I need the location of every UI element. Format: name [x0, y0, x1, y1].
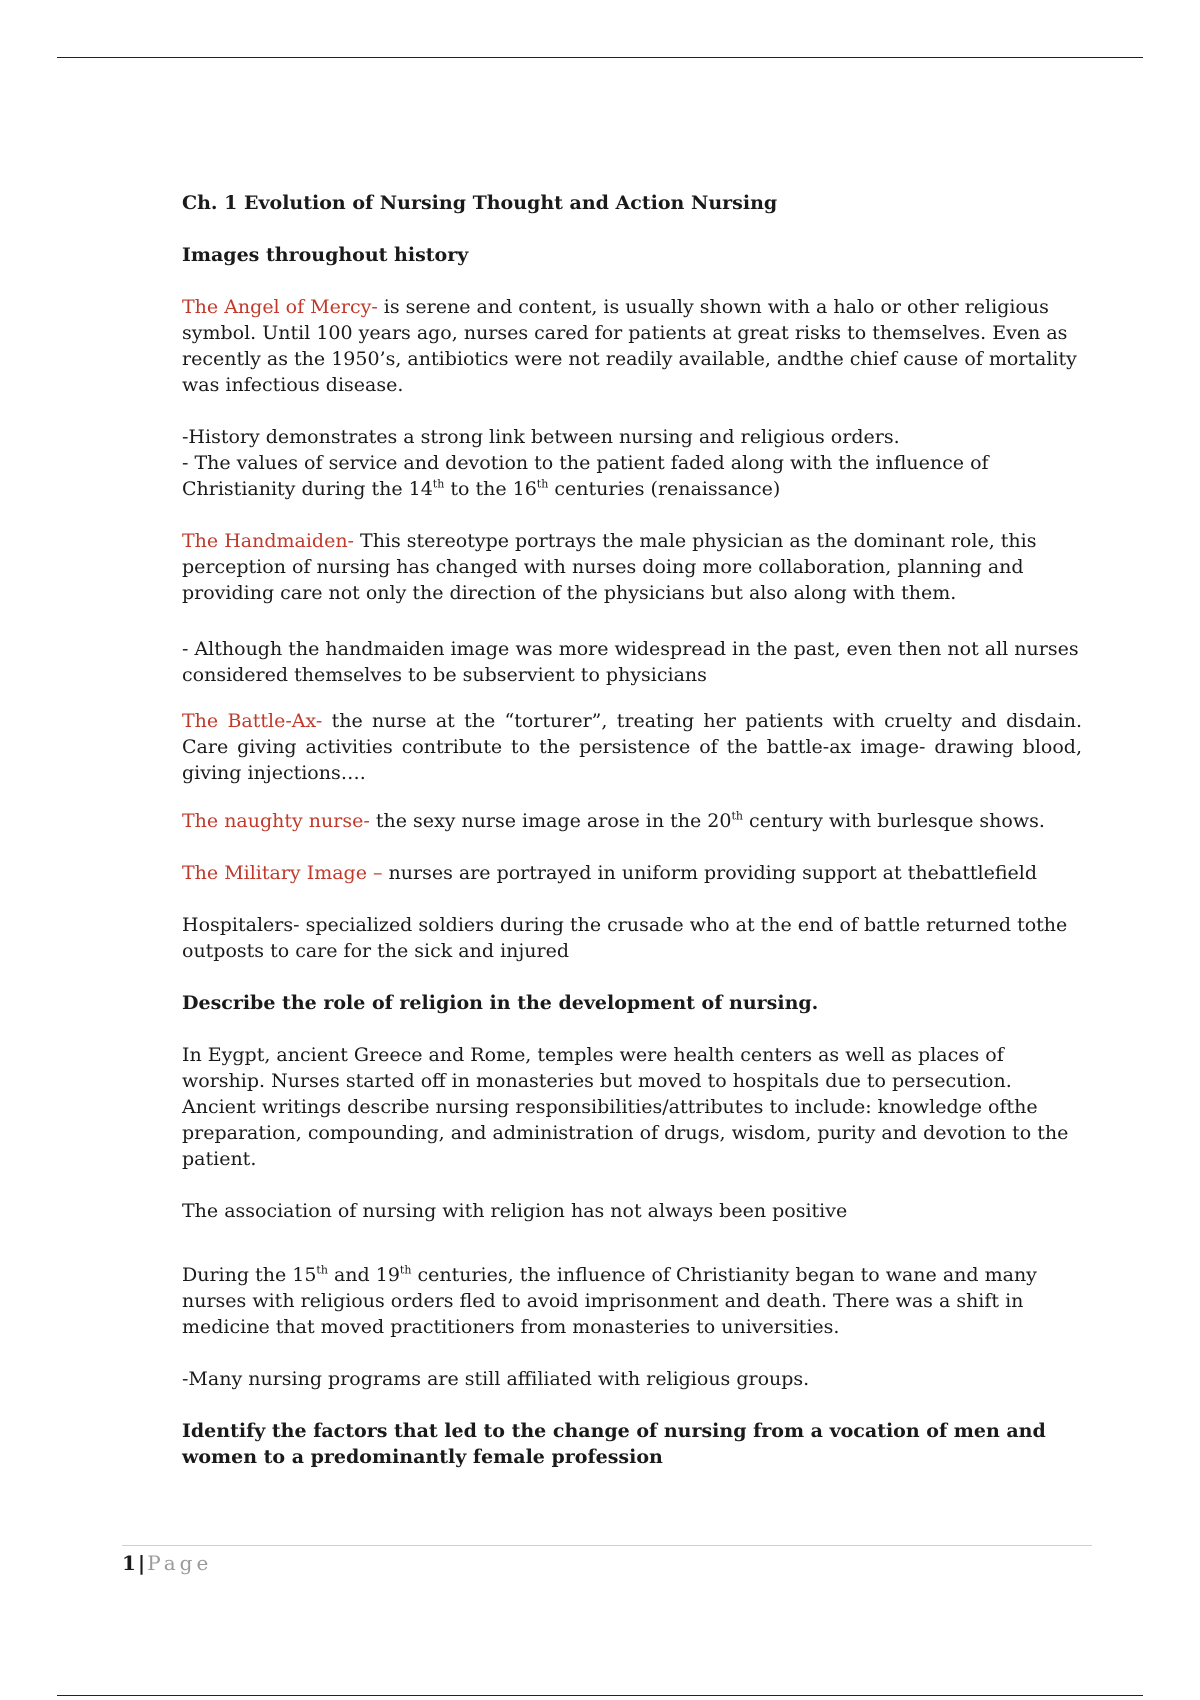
title-line-1: Ch. 1 Evolution of Nursing Thought and Action Nursing [182, 192, 778, 214]
paragraph-battle-ax [182, 708, 1082, 786]
battle-ax-text: the nurse at the “torturer”, treating her patients with cruelty and disdain. Care giving activities contribute to the persistence of the battle-ax image- drawing blood, giving injections…. [182, 710, 1082, 784]
paragraph-religion-2: The association of nursing with religion has not always been positive [182, 1200, 848, 1222]
document-title [182, 190, 1082, 216]
angel-text: is serene and content, is usually shown with a halo or other religious symbol. Until 100 years ago, nurses cared for patients at great risks to themselves. Even as recently as the 1950’s, antibiotics were not readily available, andthe chief cause of mortality was infectious disease. [182, 296, 1077, 396]
superscript: th [731, 809, 744, 823]
top-rule [57, 57, 1143, 58]
paragraph-religion-4: -Many nursing programs are still affiliated with religious groups. [182, 1368, 810, 1390]
section-heading-religion: Describe the role of religion in the development of nursing. [182, 992, 819, 1014]
document-page [182, 190, 1082, 1470]
term-battle-ax: The Battle-Ax- [182, 710, 323, 732]
paragraph-religion-3 [182, 1262, 1082, 1340]
superscript: th [399, 1263, 412, 1277]
term-naughty-nurse: The naughty nurse- [182, 810, 370, 832]
paragraph-angel-of-mercy [182, 294, 1082, 398]
bottom-rule [57, 1695, 1143, 1696]
paragraph-history-note: -History demonstrates a strong link between nursing and religious orders. [182, 426, 900, 448]
naughty-text-2: century with burlesque shows. [743, 810, 1045, 832]
naughty-text-1: the sexy nurse image arose in the 20 [369, 810, 732, 832]
section-heading-factors: Identify the factors that led to the change of nursing from a vocation of men and women to a predominantly female profession [182, 1420, 1046, 1468]
religion-3-text-1: During the 15 [182, 1264, 317, 1286]
paragraph-naughty-nurse [182, 808, 1082, 834]
handmaiden-text: This stereotype portrays the male physician as the dominant role, this perception of nursing has changed with nurses doing more collaboration, planning and providing care not only the direction of the physicians but also along with them. [182, 530, 1037, 604]
footer-rule [122, 1545, 1092, 1546]
section-heading-images: Images throughout history [182, 244, 469, 266]
military-text: nurses are portrayed in uniform providing support at thebattlefield [382, 862, 1038, 884]
paragraph-handmaiden-note: - Although the handmaiden image was more widespread in the past, even then not all nurses considered themselves to be subservient to physicians [182, 638, 1079, 686]
page-label: Page [147, 1551, 213, 1575]
paragraph-values-note [182, 450, 1082, 502]
paragraph-religion-1: In Eygpt, ancient Greece and Rome, temples were health centers as well as places of worship. Nurses started off in monasteries but moved to hospitals due to persecution. Ancient writings describe nursing responsibilities/attributes to include: knowledge ofthe preparation, compounding, and administration of drugs, wisdom, purity and devotion to the patient. [182, 1044, 1069, 1170]
values-text-1: - The values of service and devotion to the patient faded along with the influence of Christianity during the 14 [182, 452, 989, 500]
values-text-3: centuries (renaissance) [548, 478, 781, 500]
footer-separator: | [137, 1551, 146, 1575]
paragraph-handmaiden [182, 528, 1082, 606]
term-angel-of-mercy: The Angel of Mercy- [182, 296, 378, 318]
superscript: th [316, 1263, 328, 1277]
superscript: th [432, 477, 445, 491]
religion-3-text-3: centuries, the influence of Christianity began to wane and many nurses with religious orders fled to avoid imprisonment and death. There was a shift in medicine that moved practitioners from monasteries to universities. [182, 1264, 1037, 1338]
term-handmaiden: The Handmaiden- [182, 530, 354, 552]
values-text-2: to the 16 [444, 478, 537, 500]
religion-3-text-2: and 19 [327, 1264, 400, 1286]
paragraph-military-image [182, 860, 1082, 886]
page-number: 1 [122, 1551, 136, 1575]
page-footer [122, 1551, 212, 1575]
paragraph-hospitalers: Hospitalers- specialized soldiers during the crusade who at the end of battle returned tothe outposts to care for the sick and injured [182, 914, 1068, 962]
superscript: th [536, 477, 549, 491]
term-military-image: The Military Image – [182, 862, 383, 884]
